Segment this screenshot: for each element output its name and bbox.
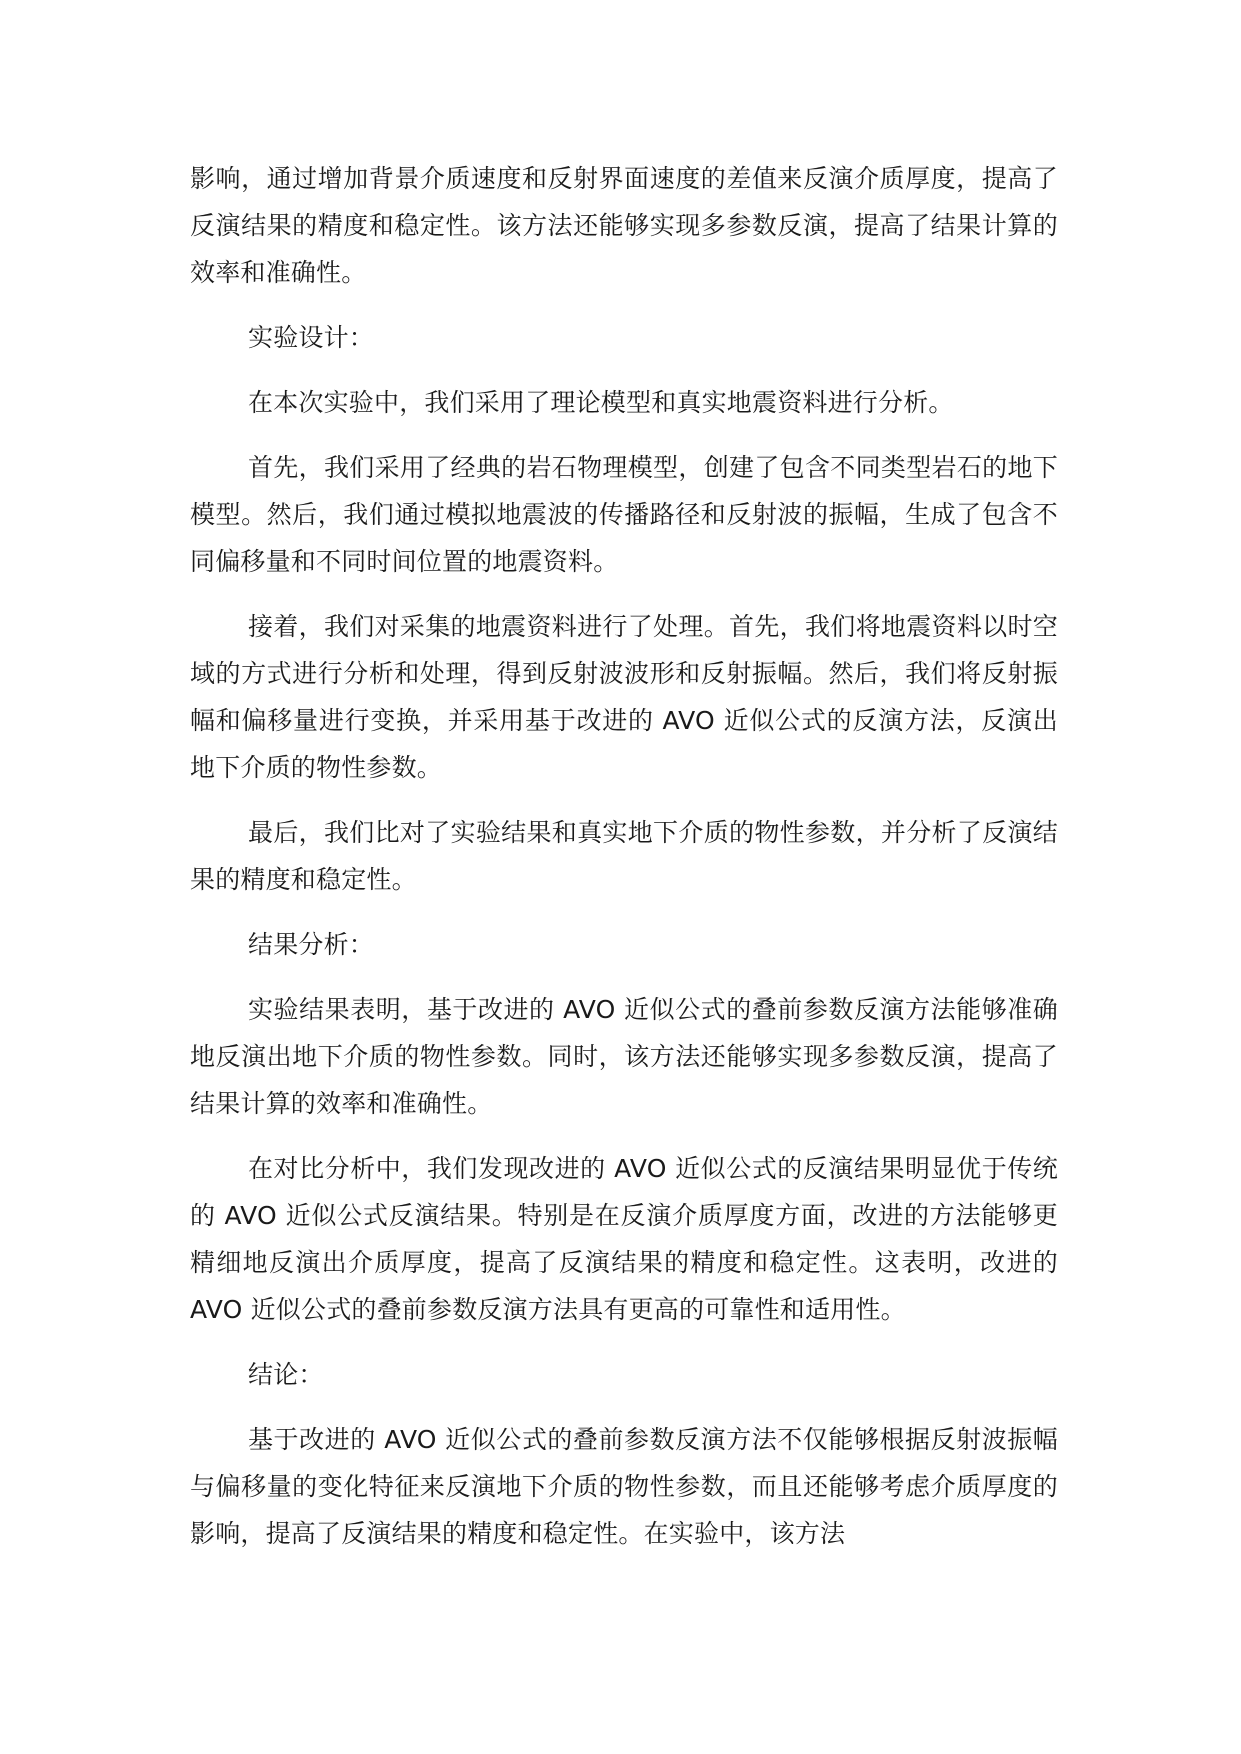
heading-result-analysis: 结果分析： <box>248 930 375 959</box>
paragraph-results-1: 实验结果表明，基于改进的 AVO 近似公式的叠前参数反演方法能够准确地反演出地下介质的物性参数。同时，该方法还能够实现多参数反演，提高了结果计算的效率和准确性。 <box>190 995 1058 1118</box>
paragraph-intro-continuation: 影响，通过增加背景介质速度和反射界面速度的差值来反演介质厚度，提高了反演结果的精度和稳定性。该方法还能够实现多参数反演，提高了结果计算的效率和准确性。 <box>190 164 1058 287</box>
heading-experiment-design: 实验设计： <box>248 323 375 352</box>
paragraph-experiment-3: 接着，我们对采集的地震资料进行了处理。首先，我们将地震资料以时空域的方式进行分析和处理，得到反射波波形和反射振幅。然后，我们将反射振幅和偏移量进行变换，并采用基于改进的 AVO 近似公式的反演方法，反演出地下介质的物性参数。 <box>190 612 1058 782</box>
paragraph-experiment-4: 最后，我们比对了实验结果和真实地下介质的物性参数，并分析了反演结果的精度和稳定性。 <box>190 818 1058 894</box>
document-page <box>190 155 1058 1557</box>
paragraph-experiment-2: 首先，我们采用了经典的岩石物理模型，创建了包含不同类型岩石的地下模型。然后，我们通过模拟地震波的传播路径和反射波的振幅，生成了包含不同偏移量和不同时间位置的地震资料。 <box>190 453 1058 576</box>
paragraph-results-2: 在对比分析中，我们发现改进的 AVO 近似公式的反演结果明显优于传统的 AVO 近似公式反演结果。特别是在反演介质厚度方面，改进的方法能够更精细地反演出介质厚度，提高了反演结果的精度和稳定性。这表明，改进的 AVO 近似公式的叠前参数反演方法具有更高的可靠性和适用性。 <box>190 1154 1058 1324</box>
paragraph-conclusion-1: 基于改进的 AVO 近似公式的叠前参数反演方法不仅能够根据反射波振幅与偏移量的变化特征来反演地下介质的物性参数，而且还能够考虑介质厚度的影响，提高了反演结果的精度和稳定性。在实验中，该方法 <box>190 1425 1058 1548</box>
paragraph-experiment-1: 在本次实验中，我们采用了理论模型和真实地震资料进行分析。 <box>248 388 954 417</box>
heading-conclusion: 结论： <box>248 1360 324 1389</box>
